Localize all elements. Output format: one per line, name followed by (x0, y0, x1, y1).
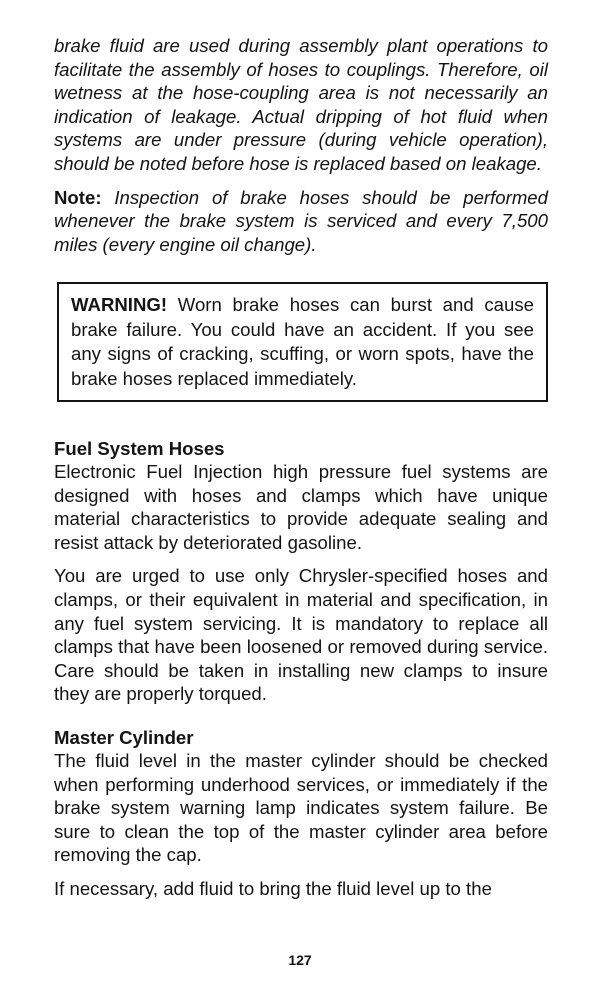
warning-text: Worn brake hoses can burst and cause brake failure. You could have an accident. If you see any signs of cracking, scuffing, or worn spots, have the brake hoses replaced immediately. (71, 294, 534, 389)
note-label: Note: (54, 186, 102, 208)
fuel-paragraph-2: You are urged to use only Chrysler-specified hoses and clamps, or their equivalent in material and specification, in any fuel system servicing. It is mandatory to replace all clamps that have been loosened or removed during service. Care should be taken in installing new clamps to insure they are properly torqued. (54, 565, 548, 705)
master-paragraph-1: The fluid level in the master cylinder should be checked when performing underhood services, or immediately if the brake system warning lamp indicates system failure. Be sure to clean the top of the master cylinder area before removing the cap. (54, 749, 548, 866)
fuel-paragraph-1: Electronic Fuel Injection high pressure fuel systems are designed with hoses and clamps which have unique material characteristics to provide adequate sealing and resist attack by deteriorated gasoline. (54, 460, 548, 553)
note-text: Inspection of brake hoses should be performed whenever the brake system is serviced and every 7,500 miles (every engine oil change). (54, 186, 548, 255)
note-paragraph (54, 186, 548, 257)
page-number: 127 (288, 952, 312, 968)
warning-label: WARNING! (71, 294, 168, 316)
master-cylinder-heading: Master Cylinder (54, 726, 194, 748)
manual-page-body (54, 34, 548, 900)
warning-paragraph (71, 293, 534, 391)
master-paragraph-2: If necessary, add fluid to bring the fluid level up to the (54, 877, 492, 899)
warning-box (57, 282, 548, 402)
intro-paragraph: brake fluid are used during assembly plant operations to facilitate the assembly of hoses to couplings. Therefore, oil wetness at the hose-coupling area is not necessarily an indication of leakage. Actual dripping of hot fluid when systems are under pressure (during vehicle operation), should be noted before hose is replaced based on leakage. (54, 35, 548, 174)
fuel-system-hoses-heading: Fuel System Hoses (54, 437, 225, 459)
